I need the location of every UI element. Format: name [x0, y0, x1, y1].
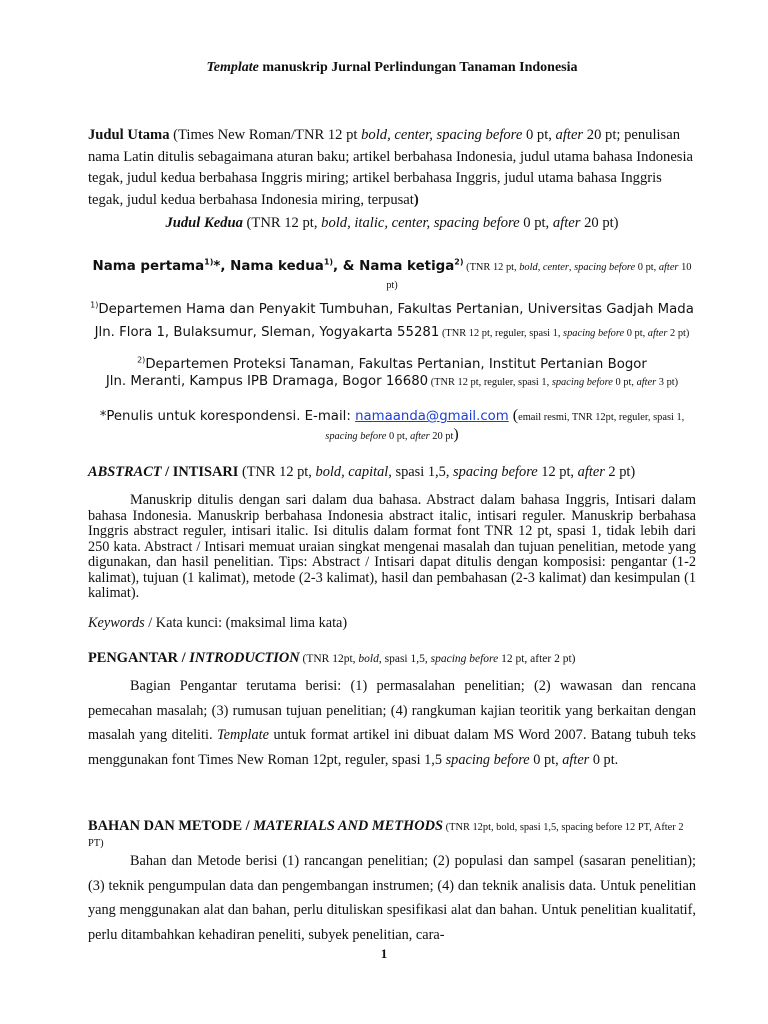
- page-number: 1: [380, 946, 388, 961]
- main-title: Judul Utama (Times New Roman/TNR 12 pt bold, center, spacing before 0 pt, after 20 pt; penulisan nama Latin ditulis sebagaimana aturan baku; artikel berbahasa Indonesia, judul utama bahasa Indonesia tegak, judul kedua berbahasa Inggris miring; artikel berbahasa Inggris, judul utama bahasa Inggris tegak, judul kedua berbahasa Indonesia miring, terpusat): [88, 127, 694, 208]
- affiliation-2: $^{2)}$Departemen Proteksi Tanaman, Fakultas Pertanian, Institut Pertanian Bogor Jln. Meranti, Kampus IPB Dramaga, Bogor 16680 (TNR 12 pt, reguler, spasi 1, spacing before 0 pt, after 3 pt): [105, 355, 679, 389]
- abstract-body: Manuskrip ditulis dengan sari dalam dua bahasa. Abstract dalam bahasa Inggris, Intisari dalam bahasa Indonesia. Manuskrip berbahasa Indonesia abstract italic, intisari reguler. Manuskrip berbahasa Inggris abstract reguler, intisari italic. Isi ditulis dalam format font TNR 12 pt, spasi 1, tidak lebih dari 250 kata. Abstract / Intisari memuat uraian singkat mengenai masalah dan tujuan penelitian, metode yang digunakan, dan hasil penelitian. Tips: Abstract / Intisari dapat ditulis dengan komposisi: pengantar (1-2 kalimat), tujuan (1 kalimat), metode (2-3 kalimat), hasil dan pembahasan (2-3 kalimat) dan kesimpulan (1 kalimat).: [88, 492, 696, 601]
- affiliation-1: $^{1)}$Departemen Hama dan Penyakit Tumbuhan, Fakultas Pertanian, Universitas Gadjah Mada Jln. Flora 1, Bulaksumur, Sleman, Yogyakarta 55281 (TNR 12 pt, reguler, spasi 1, spacing before 0 pt, after 2 pt): [90, 300, 694, 340]
- correspondence-line: *Penulis untuk korespondensi. E-mail: namaanda@gmail.com (email resmi, TNR 12pt, reguler, spasi 1, spacing before 0 pt, after 20 pt): [99, 407, 685, 443]
- methods-body: Bahan dan Metode berisi (1) rancangan penelitian; (2) populasi dan sampel (sasaran penelitian); (3) teknik pengumpulan data dan pengembangan instrumen; (4) dan teknik analisis data. Untuk penelitian yang menggunakan alat dan bahan, perlu dituliskan spesifikasi alat dan bahan. Untuk penelitian kualitatif, perlu ditambahkan kehadiran peneliti, subyek penelitian, cara-: [88, 853, 696, 943]
- methods-heading: BAHAN DAN METODE / MATERIALS AND METHODS (TNR 12pt, bold, spasi 1,5, spacing before 12 PT, After 2 PT): [88, 818, 684, 849]
- introduction-body: Bagian Pengantar terutama berisi: (1) permasalahan penelitian; (2) wawasan dan rencana pemecahan masalah; (3) rumusan tujuan penelitian; (4) rangkuman kajian teoritik yang berkaitan dengan masalah yang diteliti. Template untuk format artikel ini dibuat dalam MS Word 2007. Batang tubuh teks menggunakan font Times New Roman 12pt, reguler, spasi 1,5 spacing before 0 pt, after 0 pt.: [88, 678, 696, 768]
- email-link[interactable]: namaanda@gmail.com: [355, 409, 509, 424]
- keywords-line: Keywords / Kata kunci: (maksimal lima kata): [88, 615, 348, 631]
- author-line: Nama pertama$^{1)}$*, Nama kedua$^{1)}$, & Nama ketiga$^{2)}$ (TNR 12 pt, bold, center, spacing before 0 pt, after 10 pt): [92, 257, 692, 291]
- abstract-heading: ABSTRACT / INTISARI (TNR 12 pt, bold, capital, spasi 1,5, spacing before 12 pt, after 2 pt): [88, 464, 636, 480]
- running-header: Template manuskrip Jurnal Perlindungan Tanaman Indonesia: [206, 60, 578, 75]
- second-title: Judul Kedua (TNR 12 pt, bold, italic, center, spacing before 0 pt, after 20 pt): [165, 215, 619, 231]
- introduction-heading: PENGANTAR / INTRODUCTION (TNR 12pt, bold, spasi 1,5, spacing before 12 pt, after 2 pt): [88, 650, 576, 666]
